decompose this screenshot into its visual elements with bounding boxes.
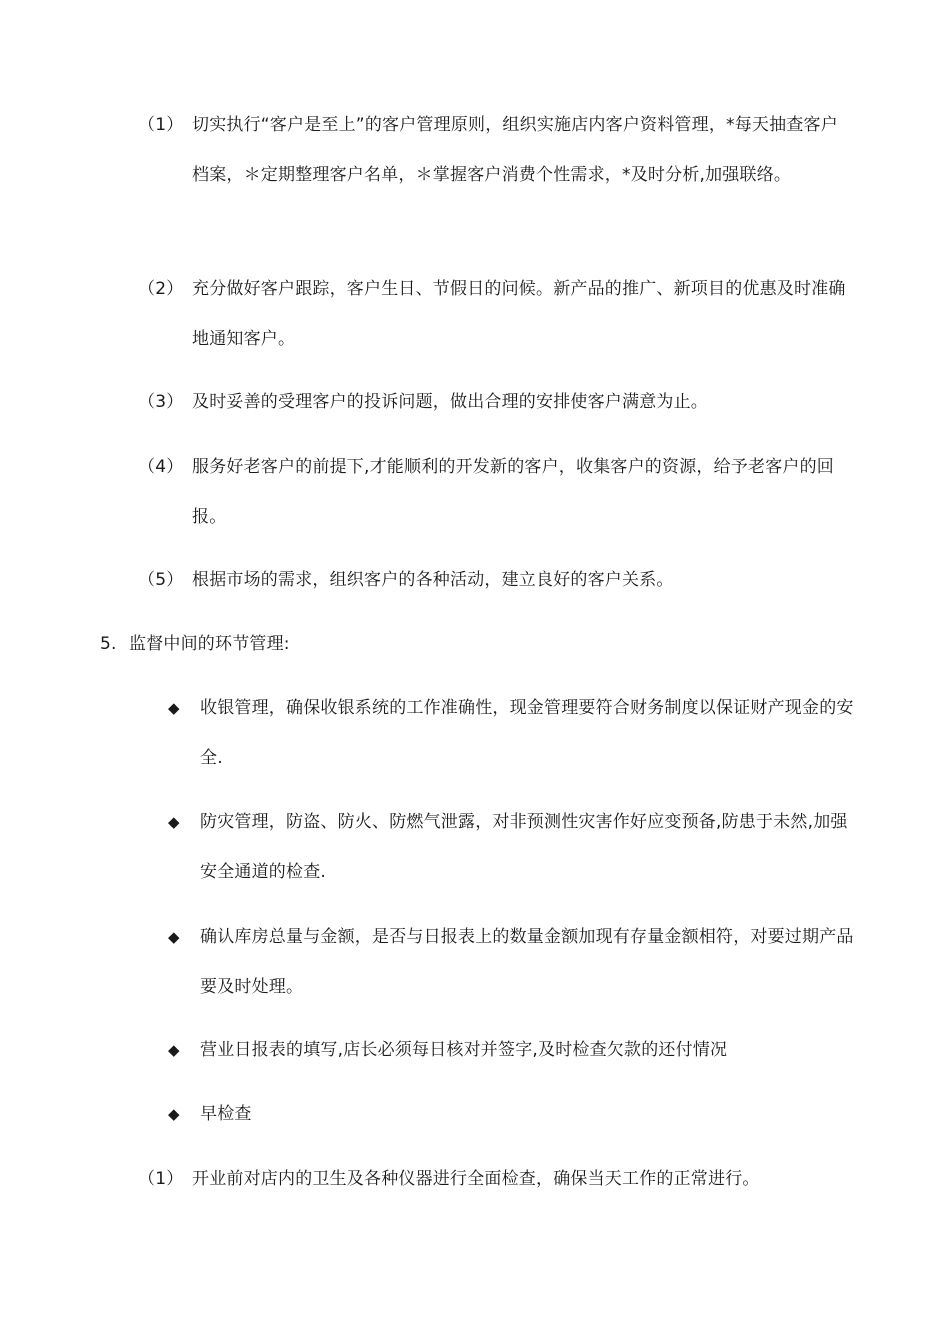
item-text: 开业前对店内的卫生及各种仪器进行全面检查，确保当天工作的正常进行。: [192, 1169, 760, 1189]
numbered-item: [138, 100, 854, 200]
section-heading: [100, 619, 829, 669]
item-text: 切实执行“客户是至上”的客户管理原则，组织实施店内客户资料管理，*每天抽查客户档案，＊定期整理客户名单，＊掌握客户消费个性需求，*及时分析,加强联络。: [192, 115, 838, 185]
numbered-item: [138, 1154, 854, 1204]
diamond-bullet-icon: ◆: [168, 1041, 180, 1059]
diamond-bullet-icon: ◆: [168, 813, 180, 831]
diamond-bullet-icon: ◆: [168, 1105, 180, 1123]
item-number: （3）: [138, 392, 184, 412]
item-text: 服务好老客户的前提下,才能顺利的开发新的客户，收集客户的资源，给予老客户的回报。: [192, 457, 835, 527]
numbered-item: [138, 377, 854, 427]
item-text: 充分做好客户跟踪，客户生日、节假日的问候。新产品的推广、新项目的优惠及时准确地通知客户。: [192, 279, 846, 349]
diamond-bullet-icon: ◆: [168, 928, 180, 946]
item-number: （1）: [138, 1169, 184, 1189]
section-title: 监督中间的环节管理:: [129, 634, 290, 654]
item-number: （1）: [138, 115, 184, 135]
item-text: 及时妥善的受理客户的投诉问题，做出合理的安排使客户满意为止。: [192, 392, 708, 412]
numbered-item: [138, 442, 854, 542]
bullet-text: 确认库房总量与金额，是否与日报表上的数量金额加现有存量金额相符，对要过期产品要及时处理。: [200, 927, 854, 997]
item-number: （4）: [138, 457, 184, 477]
bullet-item: [168, 1089, 854, 1139]
bullet-text: 收银管理，确保收银系统的工作准确性，现金管理要符合财务制度以保证财产现金的安全.: [200, 698, 854, 768]
bullet-item: [168, 683, 854, 783]
bullet-text: 防灾管理，防盗、防火、防燃气泄露，对非预测性灾害作好应变预备,防患于未然,加强安全通道的检查.: [200, 812, 848, 882]
item-text: 根据市场的需求，组织客户的各种活动，建立良好的客户关系。: [192, 570, 674, 590]
bullet-item: [168, 912, 854, 1012]
bullet-text: 早检查: [200, 1104, 252, 1124]
numbered-item: [138, 555, 854, 605]
item-number: （2）: [138, 279, 184, 299]
numbered-item: [138, 264, 854, 364]
bullet-item: [168, 1025, 854, 1075]
bullet-item: [168, 797, 854, 897]
item-number: （5）: [138, 570, 184, 590]
diamond-bullet-icon: ◆: [168, 699, 180, 717]
bullet-text: 营业日报表的填写,店长必须每日核对并签字,及时检查欠款的还付情况: [200, 1040, 728, 1060]
section-number: 5.: [100, 634, 117, 654]
